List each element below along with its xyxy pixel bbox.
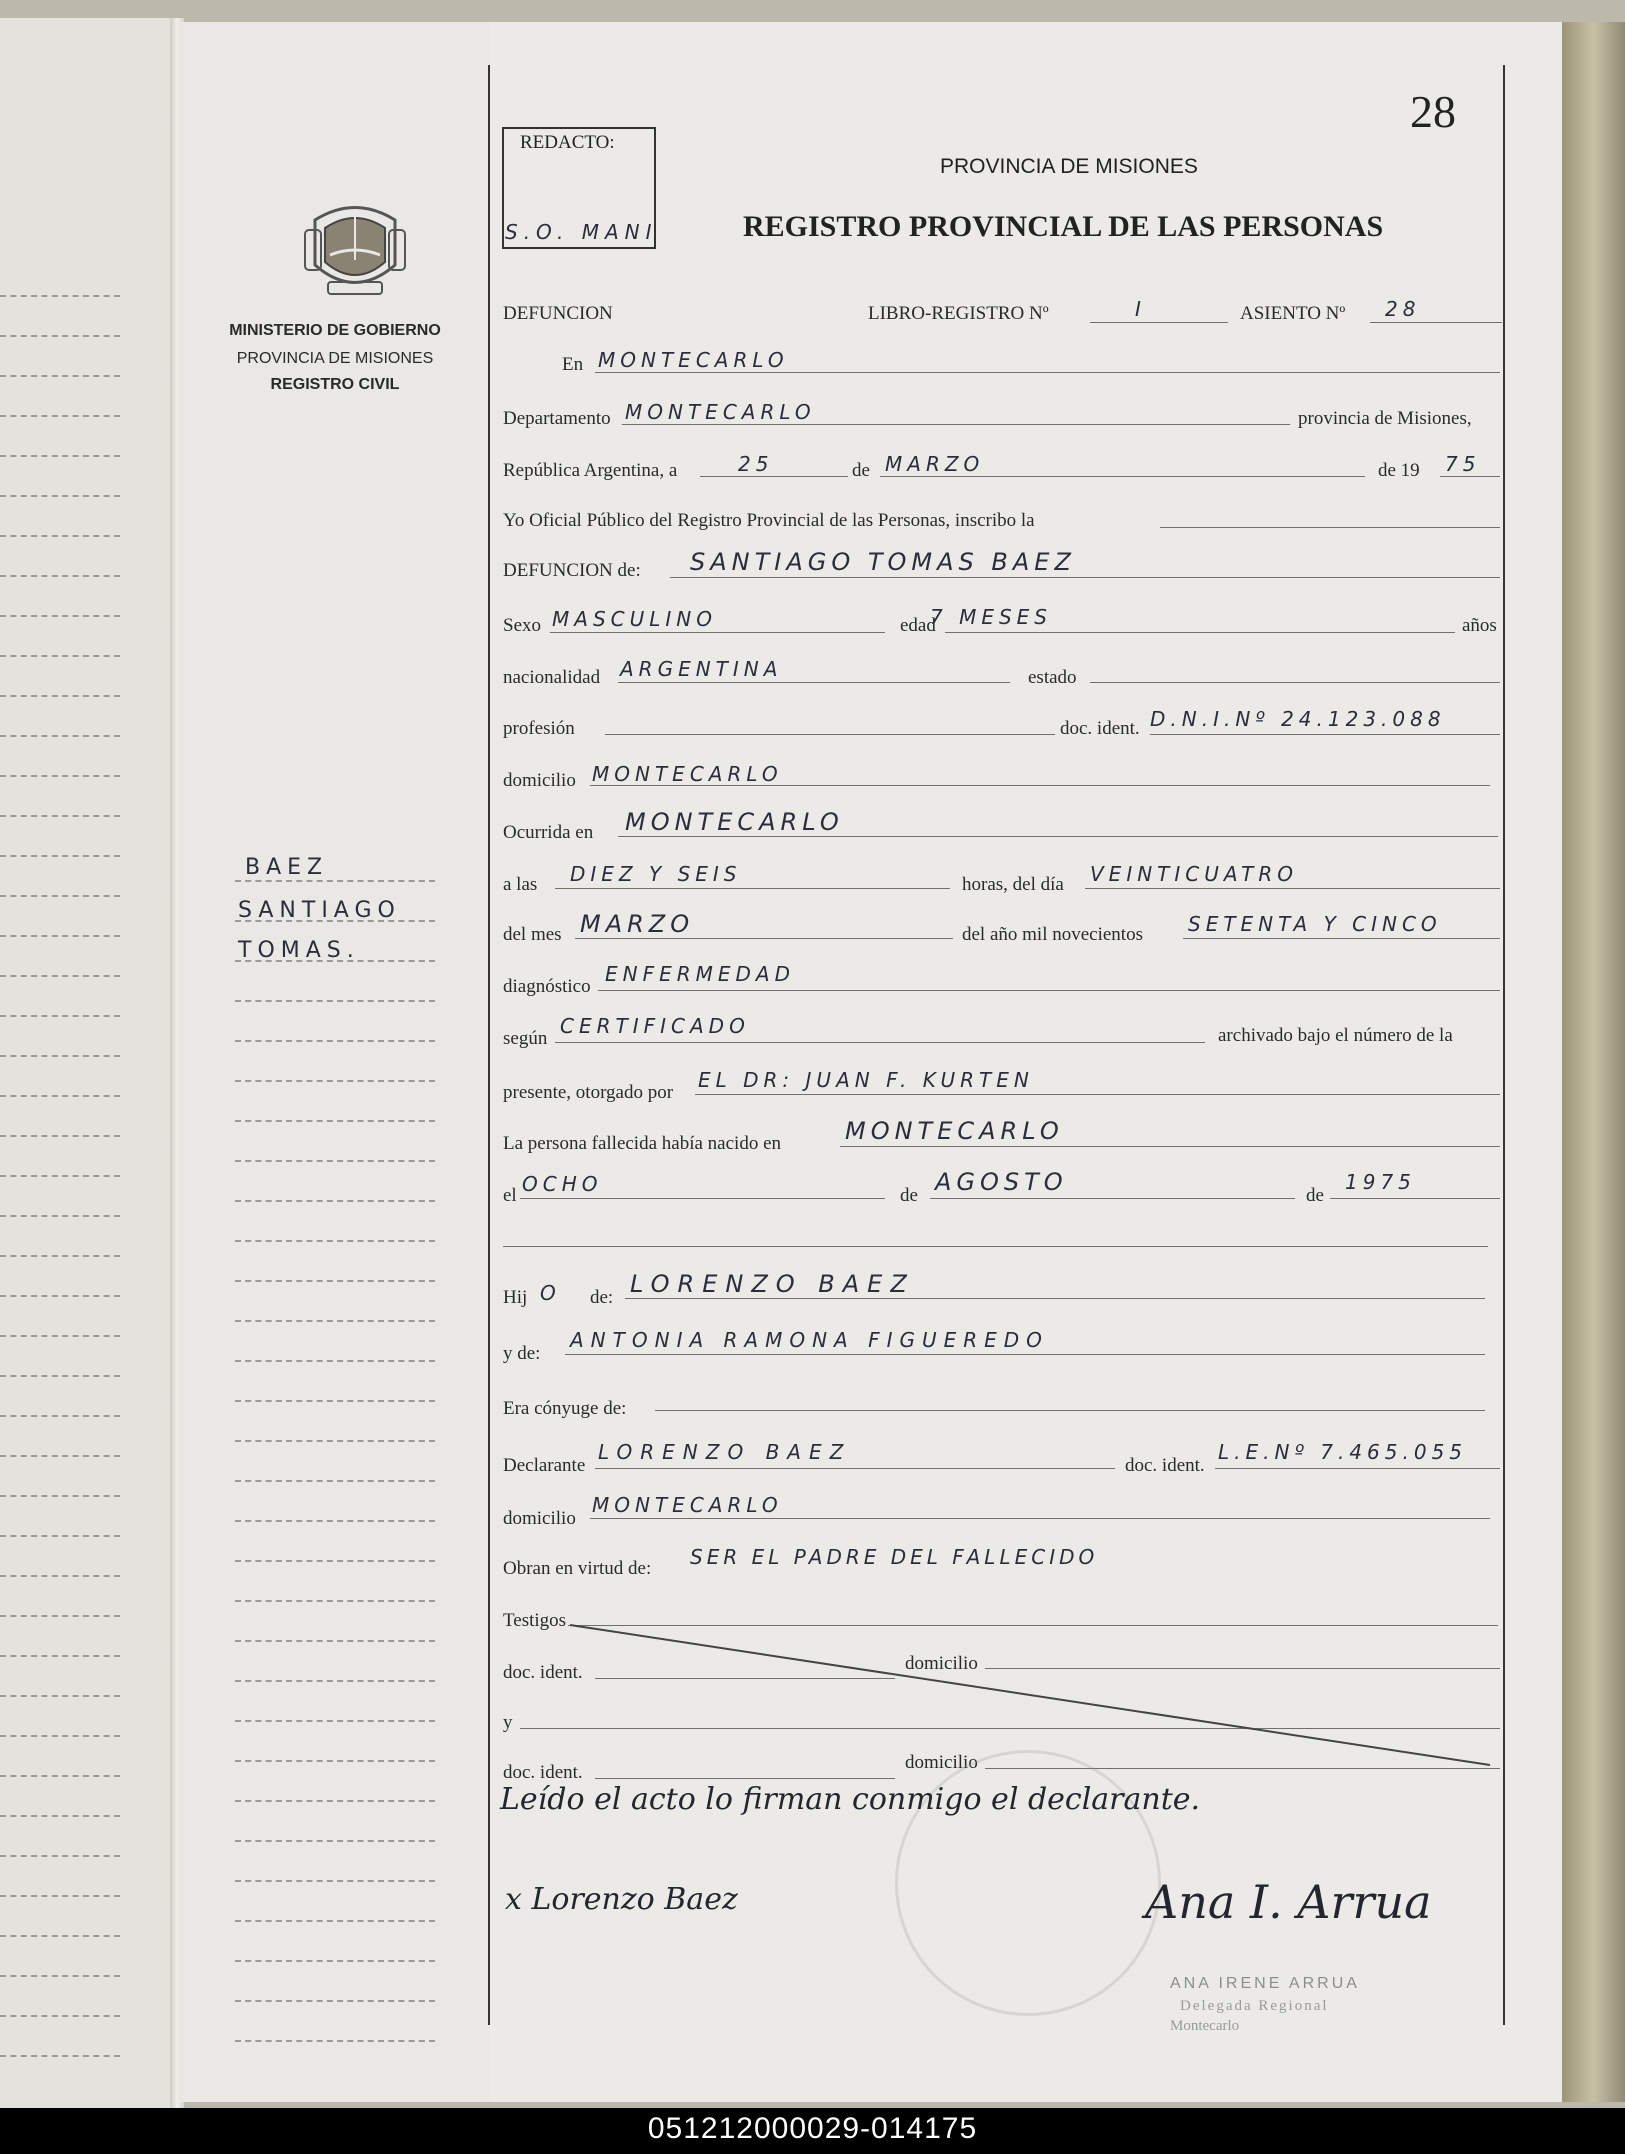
left-page-rule (0, 935, 120, 937)
margin-given-name: SANTIAGO (238, 898, 401, 923)
left-page-rule (0, 2055, 120, 2057)
margin-rule (235, 1320, 435, 1322)
left-page-rule (0, 1735, 120, 1737)
label-sexo: Sexo (503, 615, 541, 636)
left-page-rule (0, 615, 120, 617)
label-nacido: La persona fallecida había nacido en (503, 1133, 781, 1154)
value-diagnostico: ENFERMEDAD (605, 962, 796, 986)
left-page-rule (0, 1535, 120, 1537)
margin-rule (235, 2000, 435, 2002)
margin-rule (235, 1160, 435, 1162)
label-edad: edad (900, 615, 936, 636)
margin-rule (235, 1200, 435, 1202)
left-page-rule (0, 1175, 120, 1177)
left-page-rule (0, 1695, 120, 1697)
left-page-rule (0, 1615, 120, 1617)
label-testigos: Testigos (503, 1610, 567, 1631)
left-page-rule (0, 1095, 120, 1097)
label-defuncion: DEFUNCION (503, 303, 613, 324)
left-page-rule (0, 1455, 120, 1457)
value-ano-fallec: SETENTA Y CINCO (1188, 912, 1442, 936)
value-defuncion-de: SANTIAGO TOMAS BAEZ (690, 548, 1076, 576)
label-provincia: provincia de Misiones, (1298, 408, 1472, 429)
label-testigo1-domicilio: domicilio (905, 1653, 978, 1674)
redacto-name: S.O. MANI (505, 220, 658, 244)
left-page-rule (0, 455, 120, 457)
left-page-rule (0, 335, 120, 337)
testigos-cancel-stroke (560, 1610, 1500, 1770)
stamp-place: Montecarlo (1170, 2018, 1240, 2034)
left-page-rule (0, 1375, 120, 1377)
left-page-rule (0, 1895, 120, 1897)
left-page-rule (0, 1655, 120, 1657)
stamp-role: Delegada Regional (1180, 1998, 1329, 2014)
value-mes: MARZO (885, 452, 985, 476)
label-de-padre: de: (590, 1287, 614, 1308)
value-nacido-en: MONTECARLO (845, 1117, 1064, 1145)
label-a-las: a las (503, 874, 538, 895)
value-libro-no: I (1135, 297, 1146, 321)
value-dia: 25 (738, 452, 774, 476)
value-obran: SER EL PADRE DEL FALLECIDO (690, 1545, 1099, 1569)
left-page-rule (0, 1255, 120, 1257)
ministry-line-3: REGISTRO CIVIL (270, 376, 400, 393)
left-page (0, 18, 180, 2108)
left-page-rule (0, 975, 120, 977)
label-declarante-doc: doc. ident. (1125, 1455, 1205, 1476)
left-page-rule (0, 415, 120, 417)
left-page-rule (0, 1135, 120, 1137)
value-a-las: DIEZ Y SEIS (570, 862, 742, 886)
label-el: el (503, 1185, 517, 1206)
value-ano: 75 (1445, 452, 1481, 476)
left-page-rule (0, 1975, 120, 1977)
label-de-19: de 19 (1378, 460, 1420, 481)
value-asiento-no: 28 (1385, 297, 1421, 321)
value-ocurrida-en: MONTECARLO (625, 808, 844, 836)
redacto-label: REDACTO: (520, 132, 615, 153)
left-page-rule (0, 1495, 120, 1497)
left-page-rule (0, 1575, 120, 1577)
left-page-rule (0, 1295, 120, 1297)
margin-rule (235, 1400, 435, 1402)
margin-rule (235, 1240, 435, 1242)
book-cover-edge (1562, 22, 1625, 2102)
label-republica: República Argentina, a (503, 460, 678, 481)
left-page-rule (0, 815, 120, 817)
frame-right-line (1503, 65, 1505, 2025)
label-y-de: y de: (503, 1343, 541, 1364)
value-departamento: MONTECARLO (625, 400, 816, 424)
margin-rule (235, 1360, 435, 1362)
label-oficial: Yo Oficial Público del Registro Provincial de las Personas, inscribo la (503, 510, 1035, 531)
label-departamento: Departamento (503, 408, 611, 429)
margin-rule (235, 1520, 435, 1522)
margin-rule (235, 1560, 435, 1562)
stamp-name: ANA IRENE ARRUA (1170, 1975, 1360, 1992)
label-ocurrida: Ocurrida en (503, 822, 594, 843)
margin-rule (235, 1880, 435, 1882)
value-madre: ANTONIA RAMONA FIGUEREDO (570, 1328, 1049, 1352)
label-segun: según (503, 1028, 548, 1049)
declarant-signature: x Lorenzo Baez (505, 1882, 738, 1917)
left-page-rule (0, 295, 120, 297)
label-de-nac-mes: de (900, 1185, 918, 1206)
left-page-rule (0, 1855, 120, 1857)
left-page-rule (0, 575, 120, 577)
provincial-seal-icon (300, 190, 410, 305)
label-asiento: ASIENTO Nº (1240, 303, 1346, 324)
label-defuncion-de: DEFUNCION de: (503, 560, 641, 581)
value-nac-mes: AGOSTO (935, 1168, 1068, 1196)
margin-rule (235, 1040, 435, 1042)
label-testigo1-doc: doc. ident. (503, 1662, 583, 1683)
left-page-rule (0, 375, 120, 377)
left-page-rule (0, 495, 120, 497)
value-declarante-domicilio: MONTECARLO (592, 1493, 783, 1517)
label-conyuge: Era cónyuge de: (503, 1398, 627, 1419)
value-nacionalidad: ARGENTINA (620, 657, 783, 681)
label-de-mes: de (852, 460, 870, 481)
left-page-rule (0, 895, 120, 897)
left-page-rule (0, 1215, 120, 1217)
left-page-rule (0, 1415, 120, 1417)
page-number: 28 (1410, 86, 1456, 137)
margin-rule (235, 1280, 435, 1282)
left-page-rule (0, 1815, 120, 1817)
label-archivado: archivado bajo el número de la (1218, 1025, 1453, 1046)
margin-rule (235, 1760, 435, 1762)
margin-rule (235, 1680, 435, 1682)
margin-second-name: TOMAS. (238, 938, 360, 963)
margin-rule (235, 1480, 435, 1482)
value-segun: CERTIFICADO (560, 1014, 750, 1038)
label-diagnostico: diagnóstico (503, 976, 591, 997)
closing-statement: Leído el acto lo firman conmigo el declarante. (500, 1782, 1201, 1817)
left-page-rule (0, 1335, 120, 1337)
document-id: 051212000029-014175 (647, 2112, 978, 2145)
registry-title: REGISTRO PROVINCIAL DE LAS PERSONAS (743, 210, 1384, 243)
value-sexo: MASCULINO (552, 607, 717, 631)
value-hij-suffix: O (540, 1281, 561, 1305)
label-domicilio: domicilio (503, 770, 576, 791)
value-declarante: LORENZO BAEZ (598, 1440, 852, 1464)
label-obran: Obran en virtud de: (503, 1558, 652, 1579)
value-padre: LORENZO BAEZ (630, 1270, 915, 1298)
label-de-nac-ano: de (1306, 1185, 1324, 1206)
province-header: PROVINCIA DE MISIONES (940, 155, 1198, 178)
value-declarante-doc: L.E.Nº 7.465.055 (1218, 1440, 1468, 1464)
left-page-rule (0, 2015, 120, 2017)
margin-rule (235, 1800, 435, 1802)
margin-rule (235, 1960, 435, 1962)
label-horas: horas, del día (962, 874, 1064, 895)
left-page-rule (0, 1775, 120, 1777)
value-doc-ident: D.N.I.Nº 24.123.088 (1150, 707, 1446, 731)
label-y: y (503, 1712, 513, 1733)
ministry-line-2: PROVINCIA DE MISIONES (236, 350, 434, 367)
label-del-ano: del año mil novecientos (962, 924, 1143, 945)
label-nacionalidad: nacionalidad (503, 667, 601, 688)
value-edad: 7 MESES (930, 605, 1053, 629)
margin-rule (235, 1000, 435, 1002)
margin-rule (235, 1080, 435, 1082)
left-page-rule (0, 1935, 120, 1937)
left-page-rule (0, 535, 120, 537)
margin-surname: BAEZ (245, 855, 329, 880)
margin-rule (235, 2040, 435, 2042)
value-otorgado-por: EL DR: JUAN F. KURTEN (698, 1068, 1034, 1092)
value-en: MONTECARLO (598, 348, 789, 372)
left-page-rule (0, 855, 120, 857)
official-signature: Ana I. Arrua (1145, 1875, 1432, 1929)
label-declarante: Declarante (503, 1455, 586, 1476)
left-page-rule (0, 735, 120, 737)
value-nac-ano: 1975 (1345, 1170, 1416, 1194)
label-del-mes: del mes (503, 924, 562, 945)
label-testigo2-doc: doc. ident. (503, 1762, 583, 1783)
value-nac-dia: OCHO (522, 1172, 603, 1196)
margin-rule (235, 1720, 435, 1722)
left-page-rule (0, 1055, 120, 1057)
margin-rule (235, 1640, 435, 1642)
ministry-line-1: MINISTERIO DE GOBIERNO (229, 322, 441, 339)
margin-rule (235, 1840, 435, 1842)
label-declarante-domicilio: domicilio (503, 1508, 576, 1529)
margin-rule (235, 1440, 435, 1442)
left-page-rule (0, 655, 120, 657)
left-page-rule (0, 775, 120, 777)
left-page-rule (0, 695, 120, 697)
value-dia-fallec: VEINTICUATRO (1090, 862, 1298, 886)
margin-rule (235, 1920, 435, 1922)
label-estado: estado (1028, 667, 1077, 688)
value-mes-fallec: MARZO (580, 910, 695, 938)
left-page-rule (0, 1015, 120, 1017)
label-presente: presente, otorgado por (503, 1082, 674, 1103)
label-testigo2-domicilio: domicilio (905, 1752, 978, 1773)
label-profesion: profesión (503, 718, 575, 739)
margin-rule (235, 1600, 435, 1602)
label-libro: LIBRO-REGISTRO Nº (868, 303, 1049, 324)
margin-rule (235, 1120, 435, 1122)
label-hij: Hij (503, 1287, 528, 1308)
label-en: En (562, 354, 584, 375)
margin-rule (235, 880, 435, 882)
label-doc-ident: doc. ident. (1060, 718, 1140, 739)
label-anos: años (1462, 615, 1497, 636)
value-domicilio: MONTECARLO (592, 762, 783, 786)
